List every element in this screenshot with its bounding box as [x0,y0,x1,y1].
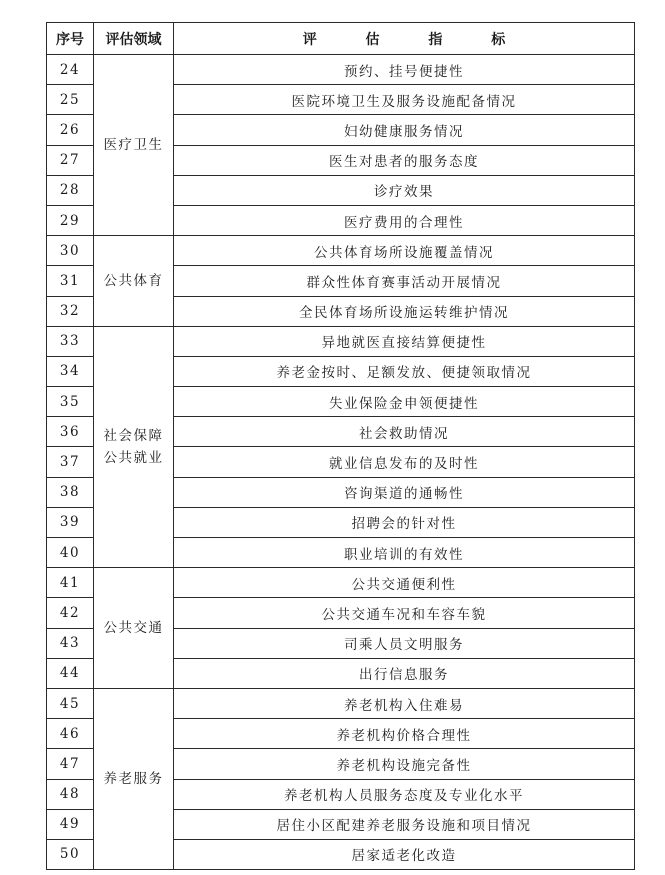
indicator-cell: 医疗费用的合理性 [174,205,635,235]
domain-label: 公共就业 [103,449,164,466]
row-index: 34 [47,356,94,386]
indicator-cell: 司乘人员文明服务 [174,628,635,658]
row-index: 50 [47,839,94,869]
row-index: 49 [47,809,94,839]
row-index: 25 [47,85,94,115]
evaluation-table [46,22,635,870]
table-row [47,236,635,266]
indicator-cell: 失业保险金申领便捷性 [174,387,635,417]
indicator-cell: 公共交通便利性 [174,568,635,598]
table-row [47,326,635,356]
indicator-cell: 养老机构价格合理性 [174,719,635,749]
indicator-cell: 就业信息发布的及时性 [174,447,635,477]
indicator-cell: 养老金按时、足额发放、便捷领取情况 [174,356,635,386]
indicator-cell: 群众性体育赛事活动开展情况 [174,266,635,296]
row-index: 46 [47,719,94,749]
row-index: 28 [47,175,94,205]
row-index: 41 [47,568,94,598]
row-index: 31 [47,266,94,296]
indicator-cell: 咨询渠道的通畅性 [174,477,635,507]
indicator-cell: 诊疗效果 [174,175,635,205]
row-index: 35 [47,387,94,417]
domain-cell [94,688,174,869]
table-row [47,568,635,598]
row-index: 44 [47,658,94,688]
row-index: 29 [47,205,94,235]
header-index: 序号 [47,23,94,55]
indicator-cell: 招聘会的针对性 [174,507,635,537]
row-index: 26 [47,115,94,145]
domain-cell [94,568,174,689]
indicator-cell: 养老机构人员服务态度及专业化水平 [174,779,635,809]
indicator-cell: 社会救助情况 [174,417,635,447]
row-index: 45 [47,688,94,718]
domain-label: 公共交通 [103,620,164,637]
row-index: 27 [47,145,94,175]
indicator-cell: 公共体育场所设施覆盖情况 [174,236,635,266]
domain-cell [94,55,174,236]
indicator-cell: 养老机构入住难易 [174,688,635,718]
indicator-cell: 妇幼健康服务情况 [174,115,635,145]
indicator-cell: 居家适老化改造 [174,839,635,869]
row-index: 39 [47,507,94,537]
table-row [47,55,635,85]
indicator-cell: 职业培训的有效性 [174,538,635,568]
row-index: 30 [47,236,94,266]
indicator-cell: 出行信息服务 [174,658,635,688]
row-index: 47 [47,749,94,779]
row-index: 24 [47,55,94,85]
row-index: 38 [47,477,94,507]
indicator-cell: 公共交通车况和车容车貌 [174,598,635,628]
row-index: 36 [47,417,94,447]
domain-cell [94,236,174,327]
indicator-cell: 异地就医直接结算便捷性 [174,326,635,356]
table-header-row [47,23,635,55]
row-index: 43 [47,628,94,658]
row-index: 33 [47,326,94,356]
header-indicator: 评 估 指 标 [174,23,635,55]
indicator-cell: 医院环境卫生及服务设施配备情况 [174,85,635,115]
indicator-cell: 医生对患者的服务态度 [174,145,635,175]
indicator-cell: 全民体育场所设施运转维护情况 [174,296,635,326]
domain-label: 医疗卫生 [103,137,164,154]
table-body [47,55,635,870]
table-row [47,688,635,718]
domain-label: 养老服务 [103,771,164,787]
row-index: 42 [47,598,94,628]
row-index: 32 [47,296,94,326]
domain-label: 社会保障 [103,427,164,444]
header-domain: 评估领域 [94,23,174,55]
indicator-cell: 居住小区配建养老服务设施和项目情况 [174,809,635,839]
row-index: 40 [47,538,94,568]
row-index: 48 [47,779,94,809]
domain-label: 公共体育 [103,272,164,289]
row-index: 37 [47,447,94,477]
indicator-cell: 养老机构设施完备性 [174,749,635,779]
indicator-cell: 预约、挂号便捷性 [174,55,635,85]
domain-cell [94,326,174,568]
